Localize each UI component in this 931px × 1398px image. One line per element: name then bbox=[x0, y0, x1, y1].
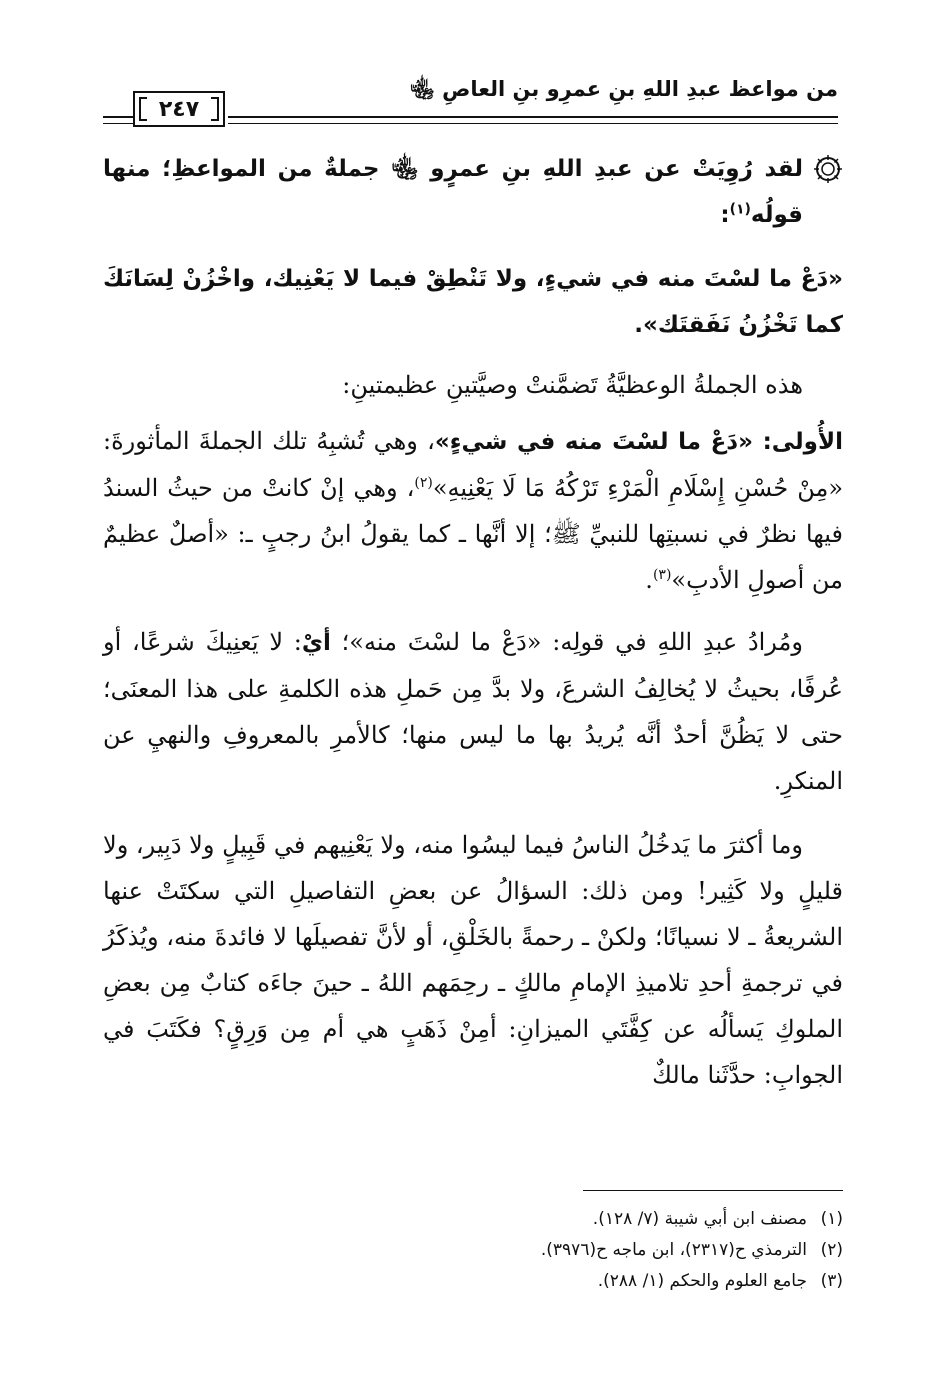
footnote-ref: (٣) bbox=[652, 567, 672, 583]
intro-end: : bbox=[720, 202, 730, 228]
paragraph: هذه الجملةُ الوعظيَّةُ تَضمَّنتْ وصيَّتينِ عظيمتينِ: bbox=[342, 371, 803, 399]
text: ، وهي إنْ كانتْ من حيثُ السندُ فيها نظرٌ في نسبتِها للنبيِّ ﷺ؛ إلا أنَّها ـ كما يقولُ ابنُ رجبٍ ـ: «أصلٌ عظيمٌ من أصولِ الأدبِ» bbox=[103, 474, 843, 594]
page-number: ٢٤٧ bbox=[133, 91, 225, 127]
intro-paragraph bbox=[103, 146, 843, 238]
emphasis: أيْ bbox=[301, 630, 331, 656]
flower-ornament-icon bbox=[813, 154, 843, 184]
paragraph bbox=[103, 619, 843, 804]
quote-paragraph: «دَعْ ما لسْتَ منه في شيءٍ، ولا تَنْطِقْ فيما لا يَعْنِيك، واخْزُنْ لِسَانَكَ كما تَخْزُنُ نَفَقتَك». bbox=[103, 266, 843, 338]
header-rule-left bbox=[103, 116, 133, 130]
text: ومُرادُ عبدِ اللهِ في قولِه: «دَعْ ما لسْتَ منه»؛ bbox=[330, 628, 803, 656]
header-rule bbox=[228, 116, 838, 130]
text: . bbox=[645, 566, 653, 594]
main-text bbox=[103, 146, 843, 1098]
footnotes bbox=[103, 1204, 843, 1297]
footnote: (٢)الترمذي ح(٢٣١٧)، ابن ماجه ح(٣٩٧٦). bbox=[540, 1240, 843, 1260]
paragraph: وما أكثرَ ما يَدخُلُ الناسُ فيما ليسُوا منه، ولا يَعْنِيهم في قَبِيلٍ ولا دَبِير، ولا قليلٍ ولا كَثِير! ومن ذلك: السؤالُ عن بعضِ التفاصيلِ التي سكتَتْ عنها الشريعةُ ـ لا نسيانًا؛ ولكنْ ـ رحمةً بالخَلْقِ، أو لأنَّ تفصيلَها لا فائدةَ منه، ويُذكَرُ في ترجمةِ أحدِ تلاميذِ الإمامِ مالكٍ ـ رحِمَهم اللهُ ـ حينَ جاءَه كتابٌ مِن بعضِ الملوكِ يَسألُه عن كِفَّتَي الميزانِ: أمِنْ ذَهَبٍ هي أم مِن وَرِقٍ؟ فكَتَبَ في الجوابِ: حدَّثَنا مالكٌ bbox=[103, 831, 843, 1089]
first-advice-heading: الأُولى: «دَعْ ما لسْتَ منه في شيءٍ» bbox=[434, 429, 843, 455]
footnote: (١)مصنف ابن أبي شيبة (٧/ ١٢٨). bbox=[592, 1209, 843, 1229]
footnote: (٣)جامع العلوم والحكم (١/ ٢٨٨). bbox=[597, 1271, 843, 1291]
text: : لا يَعنِيكَ شرعًا، أو عُرفًا، بحيثُ لا يُخالِفُ الشرعَ، ولا بدَّ مِن حَملِ هذه الكلمةِ على هذا المعنَى؛ حتى لا يَظُنَّ أحدٌ أنَّه يُريدُ بها ما ليس منها؛ كالأمرِ بالمعروفِ والنهيِ عن المنكرِ. bbox=[103, 628, 843, 795]
footnote-ref: (٢) bbox=[414, 475, 433, 491]
paragraph bbox=[103, 418, 843, 603]
running-title: من مواعظ عبدِ اللهِ بنِ عمرِو بنِ العاصِ ﵄ bbox=[409, 77, 838, 101]
footnote-separator bbox=[583, 1190, 843, 1191]
intro-text: لقد رُوِيَتْ عن عبدِ اللهِ بنِ عمرٍو ﵄ جملةٌ من المواعظِ؛ منها قولُه bbox=[103, 156, 803, 228]
text: ، وهي تُشبِهُ تلك الجملةَ المأثورةَ: «مِنْ حُسْنِ إِسْلَامِ الْمَرْءِ تَرْكُهُ مَا لَا يَعْنِيهِ» bbox=[103, 427, 844, 502]
footnote-ref: (١) bbox=[729, 201, 751, 218]
